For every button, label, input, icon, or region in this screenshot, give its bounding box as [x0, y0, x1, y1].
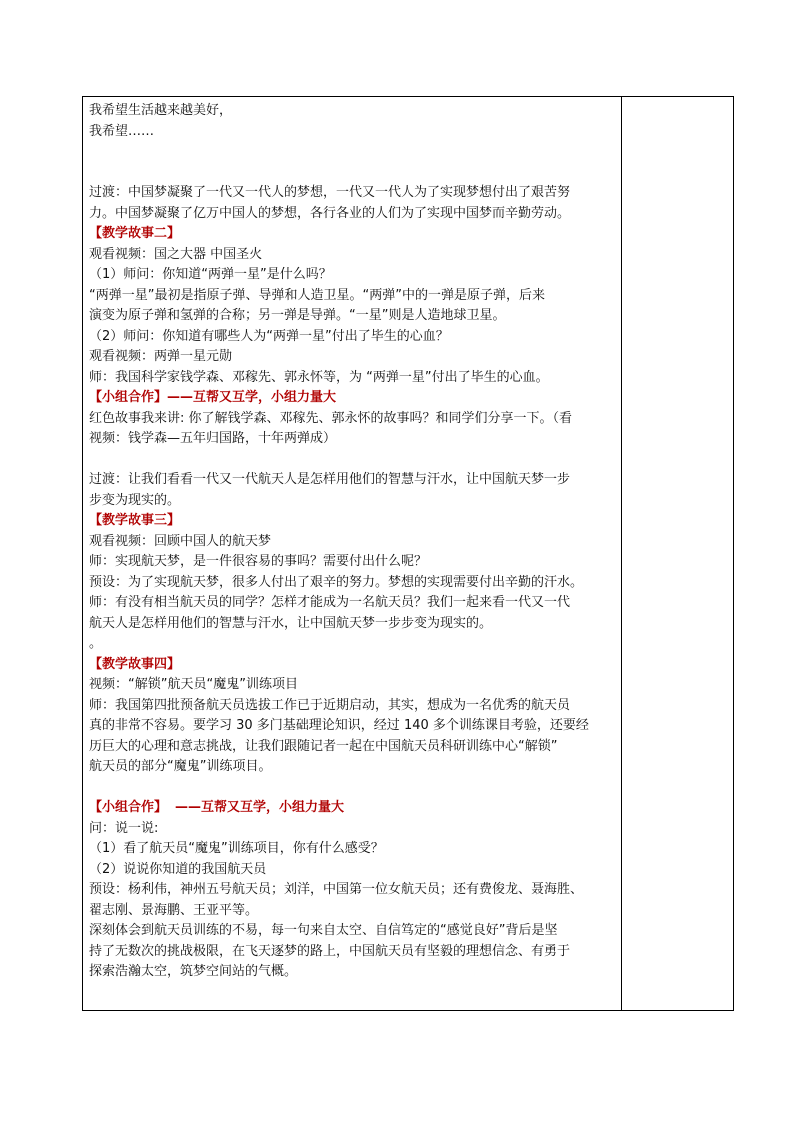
section-heading	[89, 798, 617, 819]
text-line: （2）师问：你知道有哪些人为“两弹一星”付出了毕生的心血？	[89, 328, 449, 344]
text-line: “两弹一星”最初是指原子弹、导弹和人造卫星。“两弹”中的一弹是原子弹，后来	[89, 287, 545, 303]
text-line: 观看视频：两弹一星元勋	[89, 349, 233, 364]
section-heading-subtitle: ——互帮又互学，小组力量大	[175, 800, 345, 815]
text-line: 视频：“解锁”航天员“魔鬼”训练项目	[89, 677, 298, 692]
text-line: 探索浩瀚太空，筑梦空间站的气概。	[89, 964, 298, 979]
text-line: 过渡：让我们看看一代又一代航天人是怎样用他们的智慧与汗水，让中国航天梦一步	[89, 472, 571, 487]
text-line: 航天人是怎样用他们的智慧与汗水，让中国航天梦一步步变为现实的。	[89, 615, 493, 631]
text-line: 力。中国梦凝聚了亿万中国人的梦想，各行各业的人们为了实现中国梦而辛勤劳动。	[89, 205, 571, 221]
text-line: 真的非常不容易。要学习 30 多门基础理论知识，经过 140 多个训练课目考验，还要经	[89, 718, 589, 733]
text-line: 。	[89, 636, 103, 651]
text-line: 航天员的部分“魔鬼”训练项目。	[89, 759, 272, 774]
text-line: 过渡：中国梦凝聚了一代又一代人的梦想，一代又一代人为了实现梦想付出了艰苦努	[89, 185, 571, 200]
text-line: 深刻体会到航天员训练的不易，每一句来自太空、自信笃定的“感觉良好”背后是坚	[89, 923, 558, 938]
lesson-content	[89, 101, 617, 983]
text-line: 师：我国科学家钱学森、邓稼先、郭永怀等，为 “两弹一星”付出了毕生的心血。	[89, 369, 549, 385]
text-line: 红色故事我来讲: 你了解钱学森、邓稼先、郭永怀的故事吗？和同学们分享一下。（看	[89, 410, 573, 426]
section-heading: 【教学故事二】	[89, 226, 181, 241]
text-line: 翟志刚、景海鹏、王亚平等。	[89, 902, 259, 918]
section-heading: 【教学故事四】	[89, 656, 181, 672]
text-line: 步变为现实的。	[89, 492, 181, 508]
section-heading-tag: 【小组合作】	[89, 800, 168, 815]
text-line: （1）看了航天员“魔鬼”训练项目，你有什么感受？	[89, 841, 384, 856]
text-line: 观看视频：国之大器 中国圣火	[89, 246, 263, 262]
text-line: 视频：钱学森—五年归国路，十年两弹成）	[89, 431, 337, 446]
text-line: 持了无数次的挑战极限，在飞天逐梦的路上，中国航天员有坚毅的理想信念、有勇于	[89, 943, 571, 959]
text-line: 我希望生活越来越美好，	[89, 103, 233, 118]
text-line: 观看视频：回顾中国人的航天梦	[89, 533, 272, 549]
text-line: 师：实现航天梦，是一件很容易的事吗？需要付出什么呢？	[89, 554, 428, 569]
text-line: 问：说一说:	[89, 820, 159, 836]
text-line: 我希望……	[89, 123, 155, 139]
text-line: 预设：为了实现航天梦，很多人付出了艰辛的努力。梦想的实现需要付出辛勤的汗水。	[89, 574, 584, 590]
text-line: （1）师问：你知道“两弹一星”是什么吗？	[89, 267, 332, 282]
text-line: 预设：杨利伟，神州五号航天员；刘洋，中国第一位女航天员；还有费俊龙、聂海胜、	[89, 882, 584, 897]
section-heading: 【教学故事三】	[89, 513, 181, 528]
text-line: 演变为原子弹和氢弹的合称；另一弹是导弹。“一星”则是人造地球卫星。	[89, 308, 506, 323]
text-line: 师：我国第四批预备航天员选拔工作已于近期启动，其实，想成为一名优秀的航天员	[89, 697, 571, 713]
text-line: 师：有没有相当航天员的同学？怎样才能成为一名航天员？我们一起来看一代又一代	[89, 595, 571, 610]
text-line: 历巨大的心理和意志挑战，让我们跟随记者一起在中国航天员科研训练中心“解锁”	[89, 738, 558, 754]
text-line: （2）说说你知道的我国航天员	[89, 861, 267, 877]
section-heading: 【小组合作】——互帮又互学，小组力量大	[89, 390, 337, 405]
column-divider	[621, 97, 622, 1010]
lesson-table	[82, 96, 734, 1011]
